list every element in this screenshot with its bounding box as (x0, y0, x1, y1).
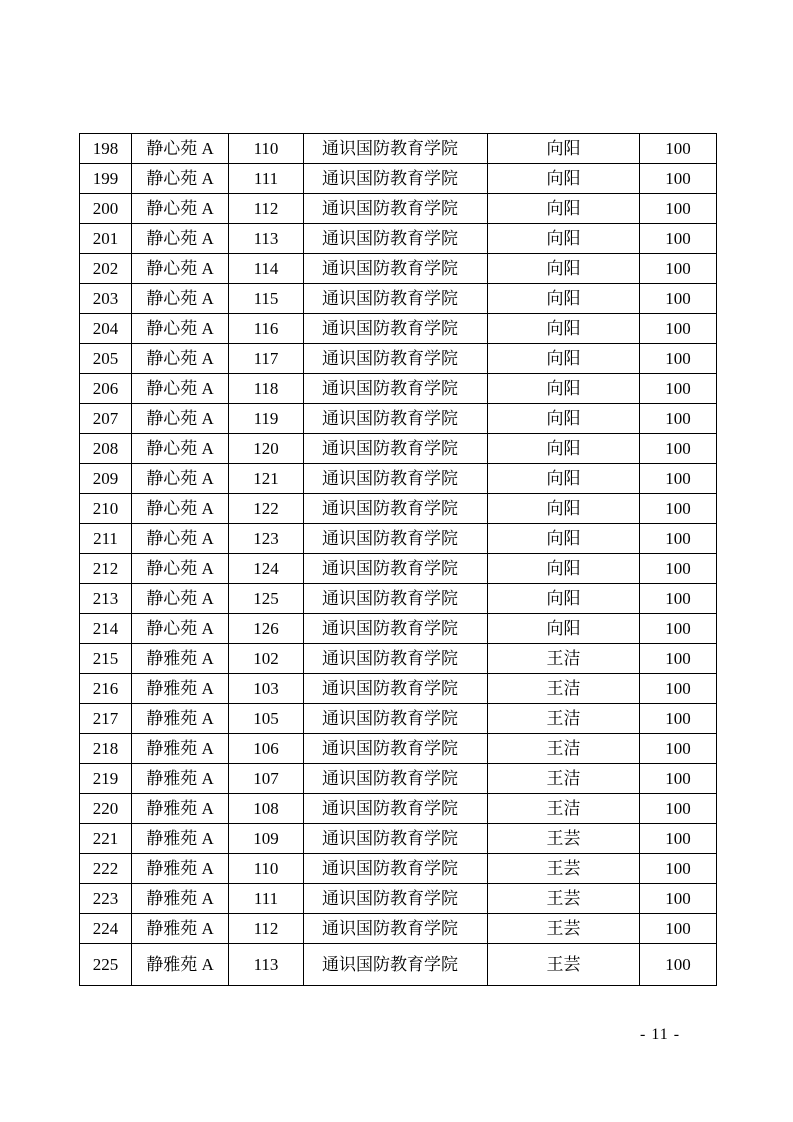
table-row (80, 794, 717, 824)
cell-number: 206 (80, 374, 132, 404)
cell-score: 100 (640, 734, 717, 764)
cell-college: 通识国防教育学院 (304, 644, 488, 674)
cell-number: 205 (80, 344, 132, 374)
cell-college: 通识国防教育学院 (304, 944, 488, 986)
cell-person: 王洁 (488, 674, 640, 704)
cell-room: 105 (229, 704, 304, 734)
cell-college: 通识国防教育学院 (304, 734, 488, 764)
cell-college: 通识国防教育学院 (304, 254, 488, 284)
cell-building: 静心苑 A (132, 614, 229, 644)
cell-college: 通识国防教育学院 (304, 584, 488, 614)
cell-room: 102 (229, 644, 304, 674)
cell-building: 静心苑 A (132, 494, 229, 524)
table-row (80, 374, 717, 404)
cell-number: 215 (80, 644, 132, 674)
cell-college: 通识国防教育学院 (304, 314, 488, 344)
cell-score: 100 (640, 554, 717, 584)
cell-score: 100 (640, 314, 717, 344)
cell-building: 静心苑 A (132, 164, 229, 194)
cell-building: 静雅苑 A (132, 824, 229, 854)
cell-building: 静雅苑 A (132, 794, 229, 824)
cell-score: 100 (640, 404, 717, 434)
cell-number: 216 (80, 674, 132, 704)
dormitory-score-table (79, 133, 717, 986)
cell-person: 向阳 (488, 434, 640, 464)
cell-score: 100 (640, 134, 717, 164)
cell-college: 通识国防教育学院 (304, 434, 488, 464)
cell-building: 静雅苑 A (132, 884, 229, 914)
cell-score: 100 (640, 194, 717, 224)
cell-person: 王芸 (488, 824, 640, 854)
cell-number: 199 (80, 164, 132, 194)
cell-score: 100 (640, 704, 717, 734)
cell-number: 219 (80, 764, 132, 794)
cell-person: 向阳 (488, 584, 640, 614)
cell-room: 121 (229, 464, 304, 494)
cell-college: 通识国防教育学院 (304, 764, 488, 794)
cell-college: 通识国防教育学院 (304, 704, 488, 734)
cell-room: 114 (229, 254, 304, 284)
cell-college: 通识国防教育学院 (304, 344, 488, 374)
table-row (80, 884, 717, 914)
cell-number: 211 (80, 524, 132, 554)
cell-room: 112 (229, 194, 304, 224)
cell-person: 王芸 (488, 914, 640, 944)
cell-score: 100 (640, 614, 717, 644)
cell-person: 王芸 (488, 854, 640, 884)
cell-number: 224 (80, 914, 132, 944)
table-row (80, 344, 717, 374)
table-row (80, 494, 717, 524)
table-body (80, 134, 717, 986)
table-row (80, 944, 717, 986)
cell-room: 110 (229, 854, 304, 884)
cell-number: 198 (80, 134, 132, 164)
cell-person: 向阳 (488, 374, 640, 404)
cell-building: 静雅苑 A (132, 854, 229, 884)
cell-number: 214 (80, 614, 132, 644)
cell-score: 100 (640, 494, 717, 524)
cell-college: 通识国防教育学院 (304, 824, 488, 854)
cell-person: 王洁 (488, 644, 640, 674)
cell-person: 向阳 (488, 164, 640, 194)
cell-room: 119 (229, 404, 304, 434)
cell-college: 通识国防教育学院 (304, 284, 488, 314)
cell-person: 向阳 (488, 464, 640, 494)
cell-building: 静心苑 A (132, 344, 229, 374)
page-number: - 11 - (640, 1026, 681, 1043)
cell-person: 王洁 (488, 794, 640, 824)
cell-number: 217 (80, 704, 132, 734)
cell-person: 向阳 (488, 254, 640, 284)
cell-number: 218 (80, 734, 132, 764)
cell-person: 向阳 (488, 224, 640, 254)
cell-college: 通识国防教育学院 (304, 524, 488, 554)
cell-building: 静心苑 A (132, 404, 229, 434)
cell-number: 225 (80, 944, 132, 986)
cell-college: 通识国防教育学院 (304, 194, 488, 224)
cell-room: 122 (229, 494, 304, 524)
cell-college: 通识国防教育学院 (304, 134, 488, 164)
cell-person: 向阳 (488, 344, 640, 374)
table-row (80, 254, 717, 284)
cell-building: 静心苑 A (132, 194, 229, 224)
table-row (80, 824, 717, 854)
cell-score: 100 (640, 434, 717, 464)
table-row (80, 764, 717, 794)
cell-college: 通识国防教育学院 (304, 224, 488, 254)
cell-room: 118 (229, 374, 304, 404)
cell-score: 100 (640, 464, 717, 494)
table-row (80, 404, 717, 434)
table-row (80, 704, 717, 734)
cell-score: 100 (640, 914, 717, 944)
cell-score: 100 (640, 764, 717, 794)
cell-room: 111 (229, 884, 304, 914)
table-row (80, 284, 717, 314)
cell-number: 208 (80, 434, 132, 464)
cell-score: 100 (640, 824, 717, 854)
cell-score: 100 (640, 344, 717, 374)
table-row (80, 734, 717, 764)
cell-person: 向阳 (488, 404, 640, 434)
cell-number: 222 (80, 854, 132, 884)
cell-number: 210 (80, 494, 132, 524)
cell-score: 100 (640, 524, 717, 554)
cell-building: 静雅苑 A (132, 674, 229, 704)
cell-number: 207 (80, 404, 132, 434)
cell-room: 109 (229, 824, 304, 854)
cell-room: 111 (229, 164, 304, 194)
cell-building: 静心苑 A (132, 524, 229, 554)
cell-score: 100 (640, 164, 717, 194)
cell-building: 静心苑 A (132, 374, 229, 404)
cell-score: 100 (640, 284, 717, 314)
cell-college: 通识国防教育学院 (304, 554, 488, 584)
cell-room: 112 (229, 914, 304, 944)
cell-person: 向阳 (488, 614, 640, 644)
table-row (80, 194, 717, 224)
cell-room: 126 (229, 614, 304, 644)
cell-room: 115 (229, 284, 304, 314)
table-row (80, 224, 717, 254)
cell-college: 通识国防教育学院 (304, 494, 488, 524)
cell-building: 静心苑 A (132, 284, 229, 314)
cell-building: 静雅苑 A (132, 764, 229, 794)
cell-person: 向阳 (488, 554, 640, 584)
cell-score: 100 (640, 374, 717, 404)
cell-building: 静心苑 A (132, 134, 229, 164)
cell-college: 通识国防教育学院 (304, 794, 488, 824)
cell-building: 静心苑 A (132, 314, 229, 344)
cell-score: 100 (640, 884, 717, 914)
cell-person: 王芸 (488, 944, 640, 986)
table-row (80, 434, 717, 464)
cell-building: 静雅苑 A (132, 644, 229, 674)
cell-score: 100 (640, 644, 717, 674)
cell-person: 向阳 (488, 284, 640, 314)
cell-college: 通识国防教育学院 (304, 884, 488, 914)
cell-building: 静心苑 A (132, 254, 229, 284)
table-row (80, 674, 717, 704)
cell-room: 108 (229, 794, 304, 824)
table-row (80, 644, 717, 674)
cell-building: 静心苑 A (132, 224, 229, 254)
cell-room: 117 (229, 344, 304, 374)
cell-college: 通识国防教育学院 (304, 404, 488, 434)
cell-building: 静雅苑 A (132, 914, 229, 944)
cell-person: 向阳 (488, 494, 640, 524)
cell-room: 123 (229, 524, 304, 554)
cell-number: 201 (80, 224, 132, 254)
cell-number: 220 (80, 794, 132, 824)
cell-number: 209 (80, 464, 132, 494)
cell-person: 王洁 (488, 704, 640, 734)
cell-score: 100 (640, 254, 717, 284)
cell-number: 223 (80, 884, 132, 914)
table-row (80, 314, 717, 344)
table-row (80, 584, 717, 614)
cell-person: 向阳 (488, 194, 640, 224)
cell-person: 向阳 (488, 134, 640, 164)
cell-college: 通识国防教育学院 (304, 914, 488, 944)
cell-college: 通识国防教育学院 (304, 464, 488, 494)
cell-number: 212 (80, 554, 132, 584)
cell-number: 213 (80, 584, 132, 614)
cell-number: 200 (80, 194, 132, 224)
table-row (80, 164, 717, 194)
cell-room: 124 (229, 554, 304, 584)
cell-number: 203 (80, 284, 132, 314)
cell-building: 静心苑 A (132, 554, 229, 584)
table-row (80, 464, 717, 494)
cell-score: 100 (640, 944, 717, 986)
cell-number: 204 (80, 314, 132, 344)
table-row (80, 914, 717, 944)
cell-room: 113 (229, 224, 304, 254)
table-row (80, 854, 717, 884)
cell-building: 静心苑 A (132, 464, 229, 494)
cell-room: 110 (229, 134, 304, 164)
cell-score: 100 (640, 854, 717, 884)
table-row (80, 614, 717, 644)
cell-room: 113 (229, 944, 304, 986)
cell-building: 静心苑 A (132, 584, 229, 614)
cell-person: 王芸 (488, 884, 640, 914)
cell-college: 通识国防教育学院 (304, 164, 488, 194)
cell-building: 静心苑 A (132, 434, 229, 464)
table-row (80, 554, 717, 584)
cell-person: 向阳 (488, 524, 640, 554)
cell-college: 通识国防教育学院 (304, 854, 488, 884)
cell-room: 106 (229, 734, 304, 764)
cell-room: 116 (229, 314, 304, 344)
cell-person: 王洁 (488, 764, 640, 794)
cell-person: 向阳 (488, 314, 640, 344)
cell-college: 通识国防教育学院 (304, 674, 488, 704)
cell-college: 通识国防教育学院 (304, 614, 488, 644)
table-row (80, 524, 717, 554)
cell-building: 静雅苑 A (132, 704, 229, 734)
cell-score: 100 (640, 674, 717, 704)
cell-room: 125 (229, 584, 304, 614)
cell-score: 100 (640, 224, 717, 254)
cell-college: 通识国防教育学院 (304, 374, 488, 404)
cell-number: 221 (80, 824, 132, 854)
cell-score: 100 (640, 584, 717, 614)
table-row (80, 134, 717, 164)
cell-room: 107 (229, 764, 304, 794)
cell-building: 静雅苑 A (132, 944, 229, 986)
cell-person: 王洁 (488, 734, 640, 764)
cell-score: 100 (640, 794, 717, 824)
cell-room: 103 (229, 674, 304, 704)
cell-building: 静雅苑 A (132, 734, 229, 764)
cell-number: 202 (80, 254, 132, 284)
cell-room: 120 (229, 434, 304, 464)
